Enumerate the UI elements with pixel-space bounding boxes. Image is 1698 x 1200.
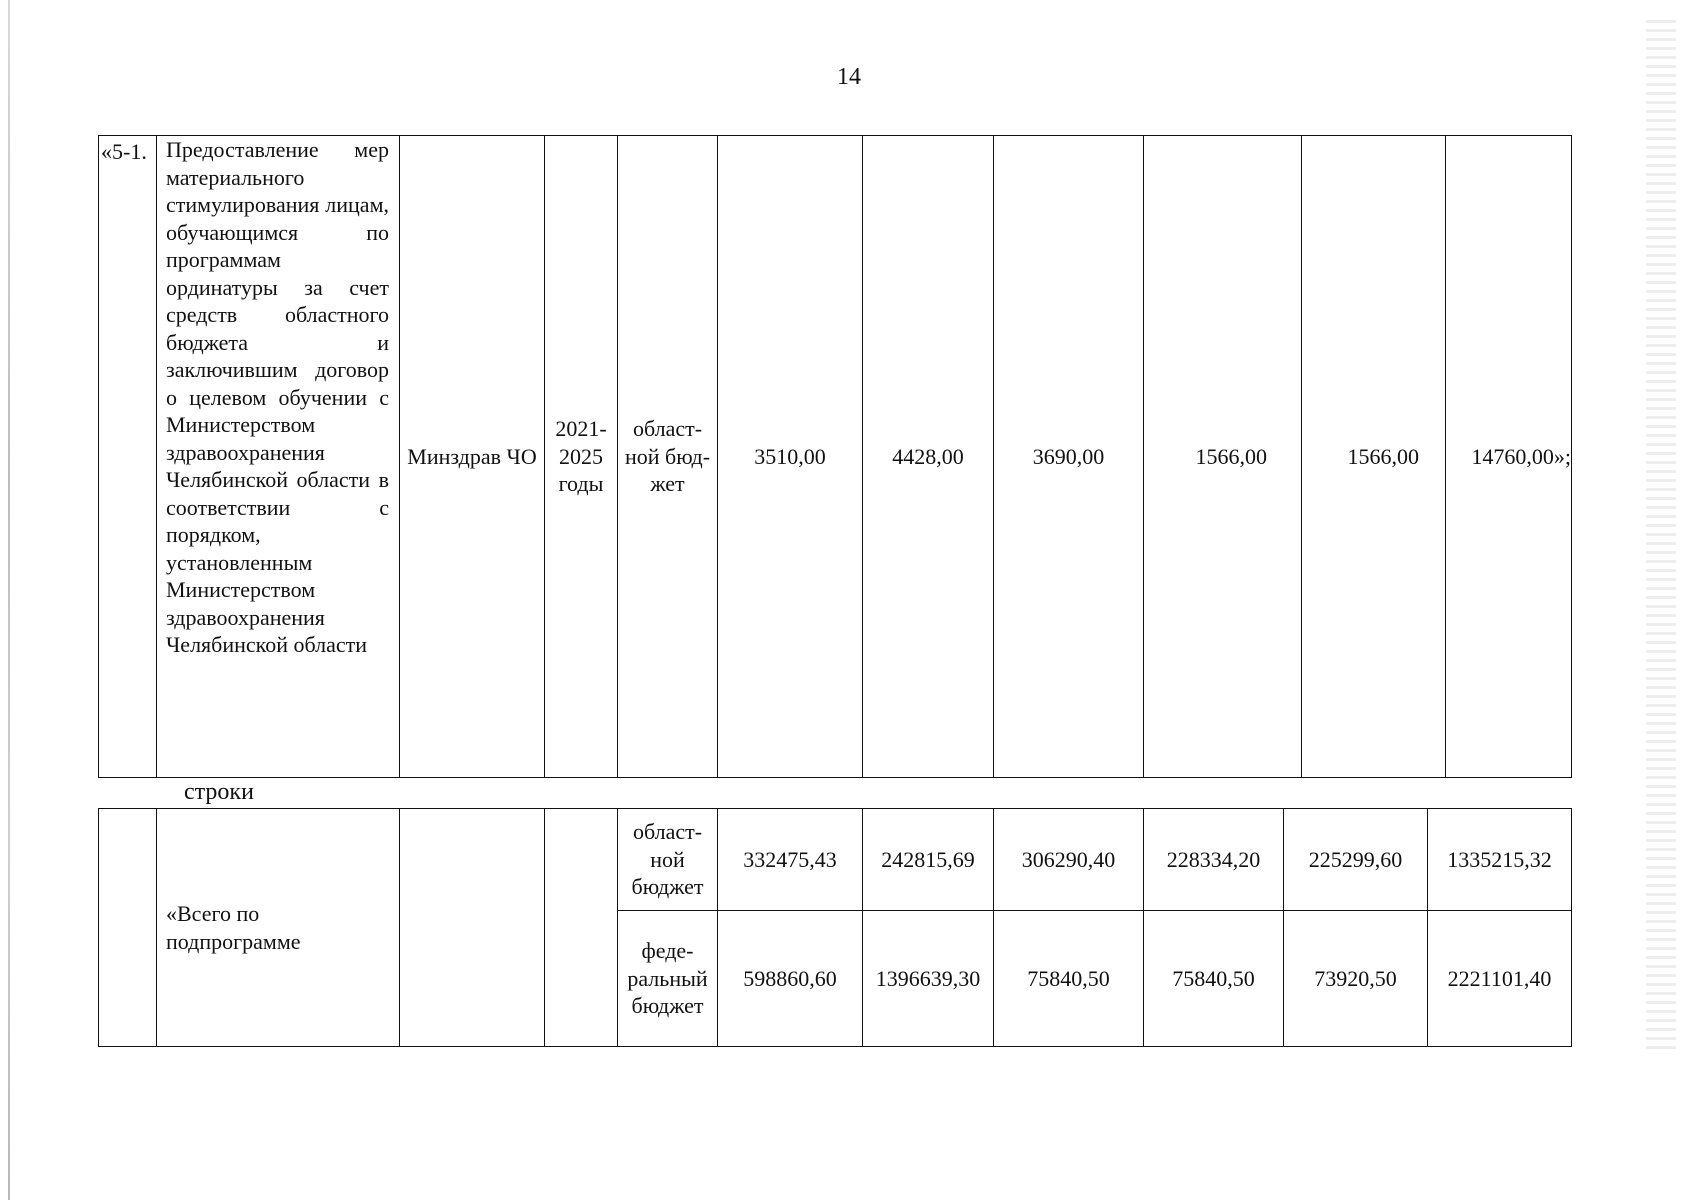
subprogram-table-total-rows bbox=[98, 808, 1572, 1047]
value-2021: 332475,43 bbox=[718, 809, 863, 911]
value-2025: 1566,00 bbox=[1302, 136, 1446, 778]
value-2023: 306290,40 bbox=[994, 809, 1144, 911]
value-2021: 598860,60 bbox=[718, 911, 863, 1047]
scan-left-edge bbox=[8, 0, 10, 1200]
scan-right-edge bbox=[1646, 20, 1676, 1050]
total-description: «Всего по подпрограмме bbox=[157, 809, 400, 1047]
value-2025: 225299,60 bbox=[1284, 809, 1428, 911]
empty-period-cell bbox=[545, 809, 618, 1047]
activity-description: Предоставление мер материального стимулирования лицам, обучающимся по программам ординатуры за счет средств областного бюджета и заключившим договор о целевом обучении с Министерством здравоохранения Челябинской области в соответствии с порядком, установленным Министерством здравоохранения Челябинской области bbox=[157, 136, 400, 778]
value-2022: 1396639,30 bbox=[863, 911, 994, 1047]
subprogram-table-main-row bbox=[98, 135, 1572, 778]
row-index: «5-1. bbox=[99, 136, 157, 778]
value-2024: 228334,20 bbox=[1144, 809, 1284, 911]
executor-cell: Минздрав ЧО bbox=[400, 136, 545, 778]
value-total: 1335215,32 bbox=[1428, 809, 1572, 911]
page-number: 14 bbox=[837, 64, 861, 90]
value-2024: 75840,50 bbox=[1144, 911, 1284, 1047]
table-row bbox=[99, 136, 1572, 778]
value-2022: 242815,69 bbox=[863, 809, 994, 911]
caption-text: строки bbox=[184, 779, 254, 805]
value-total: 14760,00»; bbox=[1446, 136, 1572, 778]
value-total: 2221101,40 bbox=[1428, 911, 1572, 1047]
funding-source-cell: област-ной бюджет bbox=[618, 809, 718, 911]
funding-source-cell: феде-ральный бюджет bbox=[618, 911, 718, 1047]
value-2023: 75840,50 bbox=[994, 911, 1144, 1047]
empty-index-cell bbox=[99, 809, 157, 1047]
value-2023: 3690,00 bbox=[994, 136, 1144, 778]
period-cell: 2021-2025 годы bbox=[545, 136, 618, 778]
empty-executor-cell bbox=[400, 809, 545, 1047]
funding-source-cell: област-ной бюд-жет bbox=[618, 136, 718, 778]
value-2021: 3510,00 bbox=[718, 136, 863, 778]
value-2022: 4428,00 bbox=[863, 136, 994, 778]
value-2025: 73920,50 bbox=[1284, 911, 1428, 1047]
table-row bbox=[99, 809, 1572, 911]
value-2024: 1566,00 bbox=[1144, 136, 1302, 778]
